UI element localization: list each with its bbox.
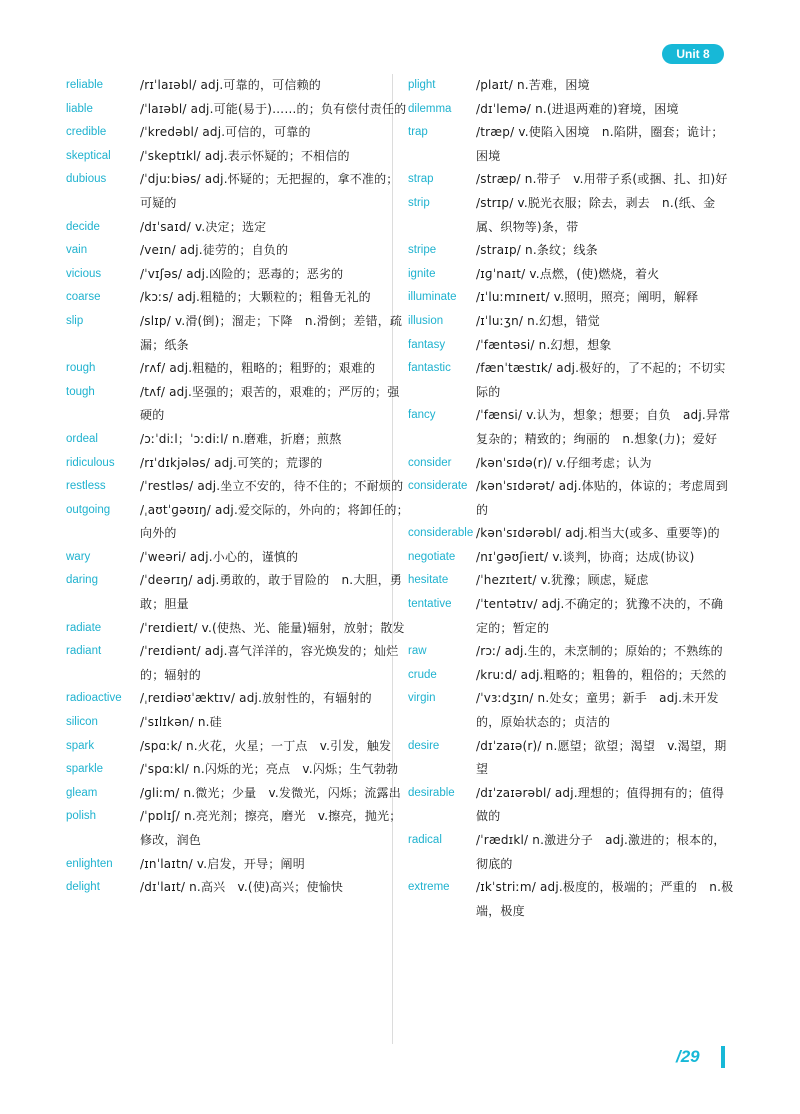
vocab-definition: /kɔːs/ adj.粗糙的；大颗粒的；粗鲁无礼的 — [140, 290, 371, 305]
vocab-entry — [66, 617, 410, 641]
vocab-word: radical — [408, 834, 442, 846]
vocab-definition: /ˈrestləs/ adj.坐立不安的，待不住的；不耐烦的 — [140, 479, 404, 494]
vocab-definition: /ˈhezɪteɪt/ v.犹豫；顾虑，疑虑 — [476, 573, 649, 588]
vocab-word: trap — [408, 126, 428, 139]
vocab-word: gleam — [66, 786, 98, 799]
vocab-definition: /ˈreɪdiənt/ adj.喜气洋洋的，容光焕发的；灿烂的；辐射的 — [140, 644, 399, 682]
vocab-word: radiant — [66, 645, 102, 658]
vocab-definition: /rɪˈdɪkjələs/ adj.可笑的；荒谬的 — [140, 455, 323, 470]
vocab-word: decide — [66, 220, 100, 233]
vocab-word: virgin — [408, 692, 436, 705]
vocab-entry — [408, 334, 734, 358]
vocab-entry — [66, 546, 410, 570]
vocab-word: illuminate — [408, 291, 457, 304]
vocab-definition: /ɪˈluːmɪneɪt/ v.照明，照亮；阐明，解释 — [476, 290, 699, 305]
vocab-word: illusion — [408, 314, 444, 327]
vocab-definition: /ˈdjuːbiəs/ adj.怀疑的；无把握的，拿不准的；可疑的 — [140, 172, 399, 210]
vocab-entry — [66, 310, 410, 357]
vocab-definition: /dɪˈlemə/ n.(进退两难的)窘境，困境 — [476, 101, 679, 116]
vocab-column-right — [408, 74, 734, 923]
vocab-word: delight — [66, 881, 100, 894]
vocab-definition: /ɪɡˈnaɪt/ v.点燃，(使)燃烧，着火 — [476, 266, 660, 281]
vocab-word: wary — [66, 550, 91, 563]
vocab-word: daring — [66, 574, 98, 587]
vocab-definition: /rʌf/ adj.粗糙的，粗略的；粗野的；艰难的 — [140, 361, 376, 376]
vocab-word: dubious — [66, 173, 107, 186]
vocab-entry — [408, 782, 734, 829]
vocab-word: considerable — [408, 527, 474, 540]
vocab-entry — [66, 263, 410, 287]
vocab-entry — [66, 381, 410, 428]
vocab-entry — [66, 168, 410, 215]
page-number-bar — [721, 1046, 725, 1068]
vocab-definition: /ˈfæntəsi/ n.幻想，想象 — [476, 337, 612, 352]
vocab-entry — [408, 569, 734, 593]
vocab-word: dilemma — [408, 102, 452, 115]
vocab-word: restless — [66, 480, 106, 493]
vocab-word: coarse — [66, 291, 101, 304]
vocab-word: fantastic — [408, 362, 451, 375]
vocab-entry — [408, 546, 734, 570]
vocab-word: slip — [66, 314, 84, 327]
vocab-word: raw — [408, 645, 427, 658]
vocab-definition: /slɪp/ v.滑(倒)；溜走；下降 n.滑倒；差错，疏漏；纸条 — [140, 313, 403, 352]
vocab-entry — [66, 758, 410, 782]
vocab-entry — [408, 310, 734, 334]
vocab-word: skeptical — [66, 149, 111, 162]
vocab-definition: /ɪnˈlaɪtn/ v.启发，开导；阐明 — [140, 856, 305, 871]
vocab-word: liable — [66, 102, 93, 115]
vocab-entry — [66, 216, 410, 240]
vocab-entry — [66, 121, 410, 145]
vocab-entry — [408, 121, 734, 168]
vocab-definition: /rɔː/ adj.生的，未烹制的；原始的；不熟练的 — [476, 644, 723, 659]
vocab-word: crude — [408, 668, 437, 681]
vocab-definition: /dɪˈzaɪərəbl/ adj.理想的；值得拥有的；值得做的 — [476, 785, 725, 824]
vocab-word: outgoing — [66, 503, 111, 516]
vocab-definition: /stræp/ n.带子 v.用带子系(或捆、扎、扣)好 — [476, 172, 728, 187]
vocab-word: desire — [408, 739, 440, 752]
vocab-word: extreme — [408, 881, 450, 894]
vocab-entry — [408, 239, 734, 263]
vocab-word: fancy — [408, 409, 436, 422]
vocab-definition: /ˈskeptɪkl/ adj.表示怀疑的；不相信的 — [140, 148, 350, 163]
vocab-entry — [66, 428, 410, 452]
vocab-entry — [66, 357, 410, 381]
vocab-definition: /ˈreɪdieɪt/ v.(使热、光、能量)辐射，放射；散发 — [140, 620, 405, 635]
vocab-entry — [408, 168, 734, 192]
vocab-word: stripe — [408, 244, 437, 257]
unit-tab: Unit 8 — [662, 44, 724, 64]
vocab-entry — [408, 522, 734, 546]
vocab-word: ignite — [408, 267, 436, 280]
vocab-word: silicon — [66, 716, 98, 729]
vocab-entry — [66, 876, 410, 900]
vocab-definition: /strɪp/ v.脱光衣服；除去，剥去 n.(纸、金属、织物等)条，带 — [476, 195, 716, 234]
vocab-definition: /straɪp/ n.条纹；线条 — [476, 243, 598, 258]
vocab-entry — [408, 593, 734, 640]
vocab-definition: /ˈtentətɪv/ adj.不确定的；犹豫不决的，不确定的；暂定的 — [476, 597, 724, 635]
vocab-definition: /ˈspɑːkl/ n.闪烁的光；亮点 v.闪烁；生气勃勃 — [140, 762, 399, 777]
vocab-word: vain — [66, 244, 88, 257]
vocab-definition: /ɔːˈdiːl；ˈɔːdiːl/ n.磨难，折磨；煎熬 — [140, 431, 342, 446]
vocab-definition: /ˈsɪlɪkən/ n.硅 — [140, 715, 222, 730]
vocab-entry — [66, 711, 410, 735]
vocab-word: tentative — [408, 598, 452, 611]
vocab-entry — [66, 569, 410, 616]
vocab-word: radiate — [66, 621, 102, 634]
vocab-entry — [66, 687, 410, 711]
vocab-entry — [66, 239, 410, 263]
vocab-definition: /ˈfænsi/ v.认为，想象；想要；自负 adj.异常复杂的；精致的；绚丽的 n.想象(力)；爱好 — [476, 408, 731, 446]
vocab-word: fantasy — [408, 338, 446, 351]
vocab-entry — [408, 876, 734, 923]
vocab-word: strap — [408, 173, 434, 186]
vocab-entry — [408, 74, 734, 98]
vocab-definition: /ˈdeərɪŋ/ adj.勇敢的，敢于冒险的 n.大胆，勇敢；胆量 — [140, 573, 403, 612]
vocab-definition: /ˈweəri/ adj.小心的，谨慎的 — [140, 549, 299, 564]
vocab-entry — [408, 829, 734, 876]
vocab-entry — [66, 74, 410, 98]
vocab-definition: /kənˈsɪdə(r)/ v.仔细考虑；认为 — [476, 455, 652, 470]
vocab-definition: /dɪˈzaɪə(r)/ n.愿望；欲望；渴望 v.渴望，期望 — [476, 738, 727, 777]
vocab-definition: /ɪkˈstriːm/ adj.极度的，极端的；严重的 n.极端，极度 — [476, 880, 734, 918]
vocab-definition: /dɪˈsaɪd/ v.决定；选定 — [140, 219, 267, 234]
vocab-word: negotiate — [408, 550, 456, 563]
vocab-entry — [66, 452, 410, 476]
vocab-definition: /ˌreɪdiəʊˈæktɪv/ adj.放射性的，有辐射的 — [140, 691, 372, 706]
vocab-entry — [66, 782, 410, 806]
vocab-entry — [408, 192, 734, 239]
vocab-entry — [408, 98, 734, 122]
vocab-definition: /ˈlaɪəbl/ adj.可能(易于)……的；负有偿付责任的 — [140, 101, 407, 116]
vocab-entry — [408, 404, 734, 451]
vocab-entry — [408, 735, 734, 782]
vocab-definition: /dɪˈlaɪt/ n.高兴 v.(使)高兴；使愉快 — [140, 880, 344, 895]
vocab-definition: /kənˈsɪdərəbl/ adj.相当大(或多、重要等)的 — [476, 526, 720, 541]
vocab-definition: /ˈrædɪkl/ n.激进分子 adj.激进的；根本的，彻底的 — [476, 833, 726, 871]
vocab-entry — [66, 145, 410, 169]
vocab-word: radioactive — [66, 692, 122, 705]
vocab-column-left — [66, 74, 410, 900]
vocab-word: ordeal — [66, 432, 98, 445]
vocab-entry — [66, 475, 410, 499]
vocab-definition: /tʌf/ adj.坚强的；艰苦的，艰难的；严厉的；强硬的 — [140, 384, 400, 423]
vocab-word: hesitate — [408, 574, 449, 587]
vocab-definition: /fænˈtæstɪk/ adj.极好的，了不起的；不切实际的 — [476, 361, 726, 399]
vocab-definition: /rɪˈlaɪəbl/ adj.可靠的，可信赖的 — [140, 78, 321, 92]
vocab-definition: /kruːd/ adj.粗略的；粗鲁的，粗俗的；天然的 — [476, 667, 727, 682]
page-number: /29 — [676, 1047, 700, 1066]
vocab-word: reliable — [66, 79, 104, 91]
vocab-entry — [66, 805, 410, 852]
vocab-entry — [66, 640, 410, 687]
vocab-word: plight — [408, 79, 436, 91]
vocab-word: strip — [408, 196, 430, 209]
vocab-definition: /ˈkredəbl/ adj.可信的，可靠的 — [140, 125, 311, 140]
vocab-entry — [408, 286, 734, 310]
vocab-definition: /træp/ v.使陷入困境 n.陷阱，圈套；诡计；困境 — [476, 125, 724, 163]
vocab-definition: /ɪˈluːʒn/ n.幻想，错觉 — [476, 313, 600, 328]
vocab-entry — [408, 263, 734, 287]
vocab-entry — [408, 452, 734, 476]
vocab-definition: /ˈvɪʃəs/ adj.凶险的；恶毒的；恶劣的 — [140, 266, 344, 281]
vocab-word: enlighten — [66, 857, 113, 870]
vocab-entry — [66, 98, 410, 122]
vocab-definition: /ˈpɒlɪʃ/ n.亮光剂；擦亮，磨光 v.擦亮，抛光；修改，润色 — [140, 809, 402, 847]
vocab-definition: /ˌaʊtˈɡəʊɪŋ/ adj.爱交际的，外向的；将卸任的；向外的 — [140, 502, 409, 541]
vocab-entry — [408, 687, 734, 734]
vocab-definition: /spɑːk/ n.火花，火星；一丁点 v.引发，触发 — [140, 738, 392, 753]
vocab-entry — [66, 735, 410, 759]
vocab-definition: /plaɪt/ n.苦难，困境 — [476, 78, 590, 92]
vocab-word: vicious — [66, 267, 102, 280]
vocab-entry — [408, 475, 734, 522]
vocab-word: sparkle — [66, 763, 104, 776]
vocab-word: considerate — [408, 480, 468, 493]
vocab-definition: /nɪˈɡəʊʃieɪt/ v.谈判，协商；达成(协议) — [476, 549, 695, 564]
vocab-entry — [66, 853, 410, 877]
vocab-word: spark — [66, 739, 95, 752]
vocab-word: polish — [66, 810, 97, 823]
vocab-entry — [408, 357, 734, 404]
vocab-entry — [408, 664, 734, 688]
vocab-definition: /ɡliːm/ n.微光；少量 v.发微光，闪烁；流露出 — [140, 785, 401, 800]
vocab-entry — [408, 640, 734, 664]
vocab-word: rough — [66, 362, 96, 375]
vocab-word: desirable — [408, 786, 455, 799]
vocab-definition: /veɪn/ adj.徒劳的；自负的 — [140, 243, 289, 258]
vocab-word: consider — [408, 456, 452, 469]
vocab-word: tough — [66, 385, 95, 398]
vocab-definition: /kənˈsɪdərət/ adj.体贴的，体谅的；考虑周到的 — [476, 479, 728, 517]
vocab-entry — [66, 499, 410, 546]
vocab-word: ridiculous — [66, 456, 115, 469]
vocab-entry — [66, 286, 410, 310]
vocab-definition: /ˈvɜːdʒɪn/ n.处女；童男；新手 adj.未开发的，原始状态的；贞洁的 — [476, 691, 719, 730]
vocab-word: credible — [66, 126, 107, 139]
